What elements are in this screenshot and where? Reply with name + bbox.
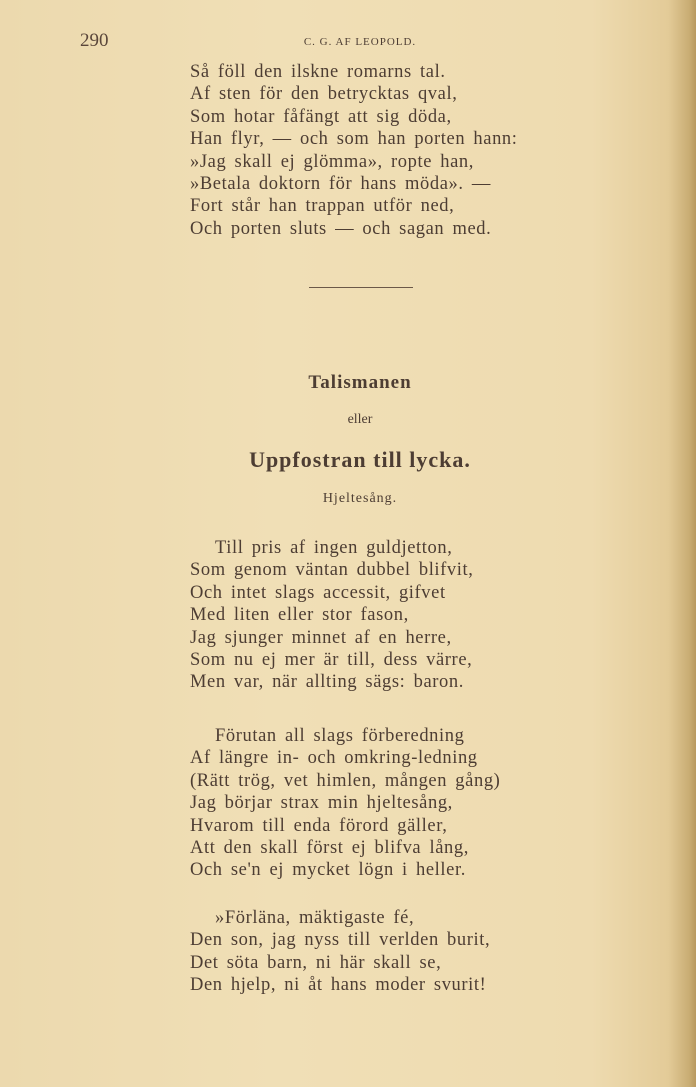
stanza-1 <box>190 537 474 694</box>
verse-line: Förutan all slags förberedning <box>215 726 465 746</box>
running-head: C. G. AF LEOPOLD. <box>303 36 417 48</box>
verse-line: Den son, jag nyss till verlden burit, <box>190 930 491 951</box>
verse-line: Han flyr, — och som han porten hann: <box>190 129 518 150</box>
verse-line: Med liten eller stor fason, <box>190 605 409 626</box>
verse-line: Som nu ej mer är till, dess värre, <box>190 650 473 671</box>
section-divider <box>309 287 413 288</box>
verse-line: (Rätt trög, vet himlen, mången gång) <box>190 770 501 791</box>
verse-line: Till pris af ingen guldjetton, <box>215 538 453 558</box>
stanza-2 <box>190 725 500 882</box>
poem-genre: Hjeltesång. <box>322 491 398 506</box>
verse-line: »Betala doktorn för hans möda». — <box>190 174 491 195</box>
verse-line: Hvarom till enda förord gäller, <box>190 815 448 836</box>
poem-subtitle: Uppfostran till lycka. <box>249 447 471 472</box>
verse-line: Af sten för den betrycktas qval, <box>190 84 458 105</box>
verse-line: Af längre in- och omkring-ledning <box>190 748 478 769</box>
verse-line: Men var, när allting sägs: baron. <box>190 672 464 693</box>
verse-line: »Förläna, mäktigaste fé, <box>215 908 415 928</box>
verse-line: Och intet slags accessit, gifvet <box>190 582 446 603</box>
verse-line: Det söta barn, ni här skall se, <box>190 952 442 973</box>
verse-line: Och porten sluts — och sagan med. <box>190 218 492 239</box>
verse-line: Jag börjar strax min hjeltesång, <box>190 793 453 814</box>
title-connector: eller <box>347 412 373 427</box>
poem-title: Talismanen <box>308 372 412 393</box>
verse-line: Och se'n ej mycket lögn i heller. <box>190 860 466 881</box>
verse-line: Jag sjunger minnet af en herre, <box>190 627 452 648</box>
page-number: 290 <box>80 30 109 51</box>
stanza-3 <box>190 907 490 997</box>
verse-line: Fort står han trappan utför ned, <box>190 196 455 217</box>
verse-line: Att den skall först ej blifva lång, <box>190 838 469 859</box>
verse-line: Den hjelp, ni åt hans moder svurit! <box>190 975 487 996</box>
verse-line: Så föll den ilskne romarns tal. <box>190 62 446 82</box>
verse-line: Som hotar fåfängt att sig döda, <box>190 106 452 127</box>
stanza-previous-poem-end <box>190 61 518 240</box>
verse-line: Som genom väntan dubbel blifvit, <box>190 560 474 581</box>
verse-line: »Jag skall ej glömma», ropte han, <box>190 151 474 172</box>
